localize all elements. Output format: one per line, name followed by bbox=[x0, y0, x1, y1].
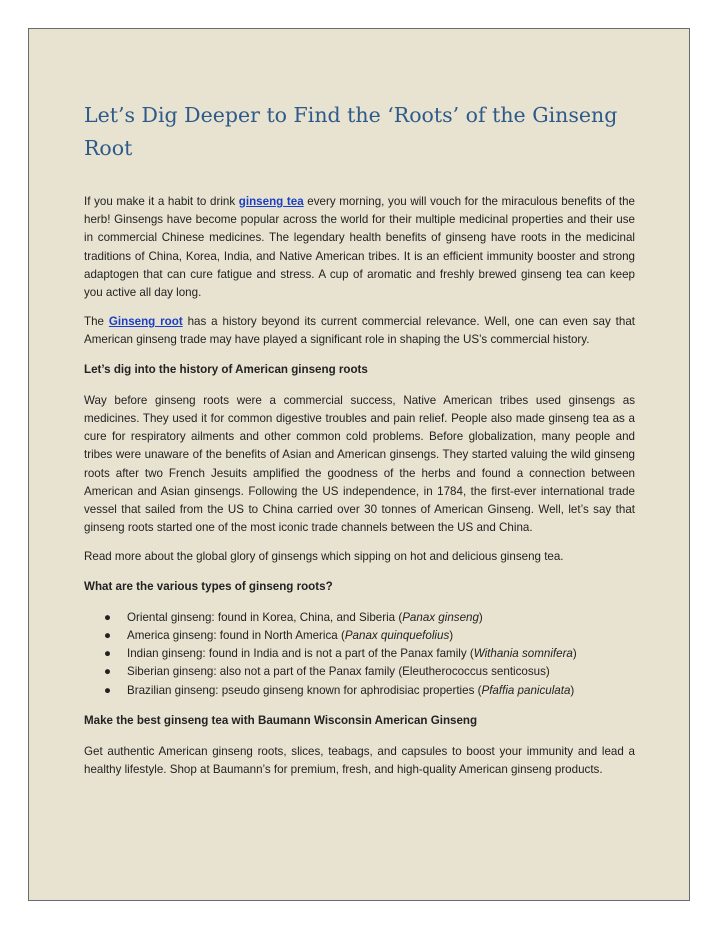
tea-heading: Make the best ginseng tea with Baumann Wisconsin American Ginseng bbox=[84, 713, 478, 727]
bullet-icon: ● bbox=[104, 629, 112, 643]
bullet-icon: ● bbox=[104, 610, 112, 624]
list-item-text: America ginseng: found in North America ( bbox=[127, 629, 345, 643]
history-intro-paragraph bbox=[84, 313, 635, 349]
list-item-text: Indian ginseng: found in India and is not a part of the Panax family ( bbox=[127, 647, 474, 661]
list-item-close: ) bbox=[478, 610, 483, 624]
list-item-text: Siberian ginseng: also not a part of the Panax family (Eleutherococcus senticosus) bbox=[127, 665, 550, 679]
ginseng-root-link[interactable]: Ginseng root bbox=[108, 315, 183, 329]
list-item bbox=[84, 663, 635, 681]
document-page bbox=[28, 28, 690, 901]
history-intro-start: The bbox=[84, 315, 109, 329]
list-item bbox=[84, 627, 635, 645]
list-item-close: ) bbox=[570, 683, 575, 697]
intro-text-start: If you make it a habit to drink bbox=[84, 195, 239, 208]
history-intro-end: has a history beyond its current commercial relevance. Well, one can even say that American ginseng trade may have played a significant role in shaping the US’s commercial history. bbox=[84, 315, 636, 347]
bullet-icon: ● bbox=[104, 647, 112, 661]
list-item-text: Oriental ginseng: found in Korea, China, and Siberia ( bbox=[127, 610, 403, 624]
article-body bbox=[84, 99, 635, 790]
closing-paragraph: Get authentic American ginseng roots, slices, teabags, and capsules to boost your immunity and lead a healthy lifestyle. Shop at Baumann’s for premium, fresh, and high-quality American ginseng products. bbox=[84, 745, 635, 777]
history-paragraph: Way before ginseng roots were a commercial success, Native American tribes used ginsengs as medicines. They used it for common digestive troubles and pain relief. People also made ginseng tea as a cure for respiratory ailments and other common cold problems. Before globalization, many people and tribes were unaware of the benefits of Asian and American ginsengs. They started valuing the wild ginseng roots after two French Jesuits amplified the goodness of the herbs and found a connection between American and Asian ginsengs. Following the US independence, in 1784, the first-ever international trade vessel that sailed from the US to China carried over 30 tonnes of American Ginseng. Well, let’s say that ginseng roots started one of the most iconic trade channels between the US and China. bbox=[84, 393, 635, 535]
list-item-close: ) bbox=[449, 629, 454, 643]
list-item-species: Panax ginseng bbox=[402, 610, 479, 624]
list-item bbox=[84, 682, 635, 700]
article-title: Let’s Dig Deeper to Find the ‘Roots’ of the Ginseng Root bbox=[84, 103, 618, 160]
read-more-paragraph: Read more about the global glory of ginsengs which sipping on hot and delicious ginseng tea. bbox=[84, 550, 564, 564]
list-item bbox=[84, 645, 635, 663]
types-heading: What are the various types of ginseng roots? bbox=[84, 579, 333, 593]
intro-text-end: every morning, you will vouch for the miraculous benefits of the herb! Ginsengs have become popular across the world for their multiple medicinal properties and their use in commercial Chinese medicines. The legendary health benefits of ginseng have roots in the medicinal traditions of China, Korea, India, and Native American tribes. It is an efficient immunity booster and strong adaptogen that can cure fatigue and stress. A cup of aromatic and freshly brewed ginseng tea can keep you active all day long. bbox=[84, 195, 635, 300]
bullet-icon: ● bbox=[104, 683, 112, 697]
list-item-close: ) bbox=[572, 647, 577, 661]
list-item-species: Withania somnifera bbox=[473, 647, 573, 661]
list-item-text: Brazilian ginseng: pseudo ginseng known for aphrodisiac properties ( bbox=[127, 683, 482, 697]
bullet-icon: ● bbox=[104, 665, 112, 679]
intro-paragraph bbox=[84, 193, 635, 302]
ginseng-tea-link[interactable]: ginseng tea bbox=[238, 195, 304, 208]
list-item-species: Pfaffia paniculata bbox=[481, 683, 571, 697]
list-item bbox=[84, 609, 635, 627]
ginseng-types-list bbox=[84, 609, 635, 700]
list-item-species: Panax quinquefolius bbox=[344, 629, 450, 643]
history-heading: Let’s dig into the history of American ginseng roots bbox=[84, 362, 368, 376]
